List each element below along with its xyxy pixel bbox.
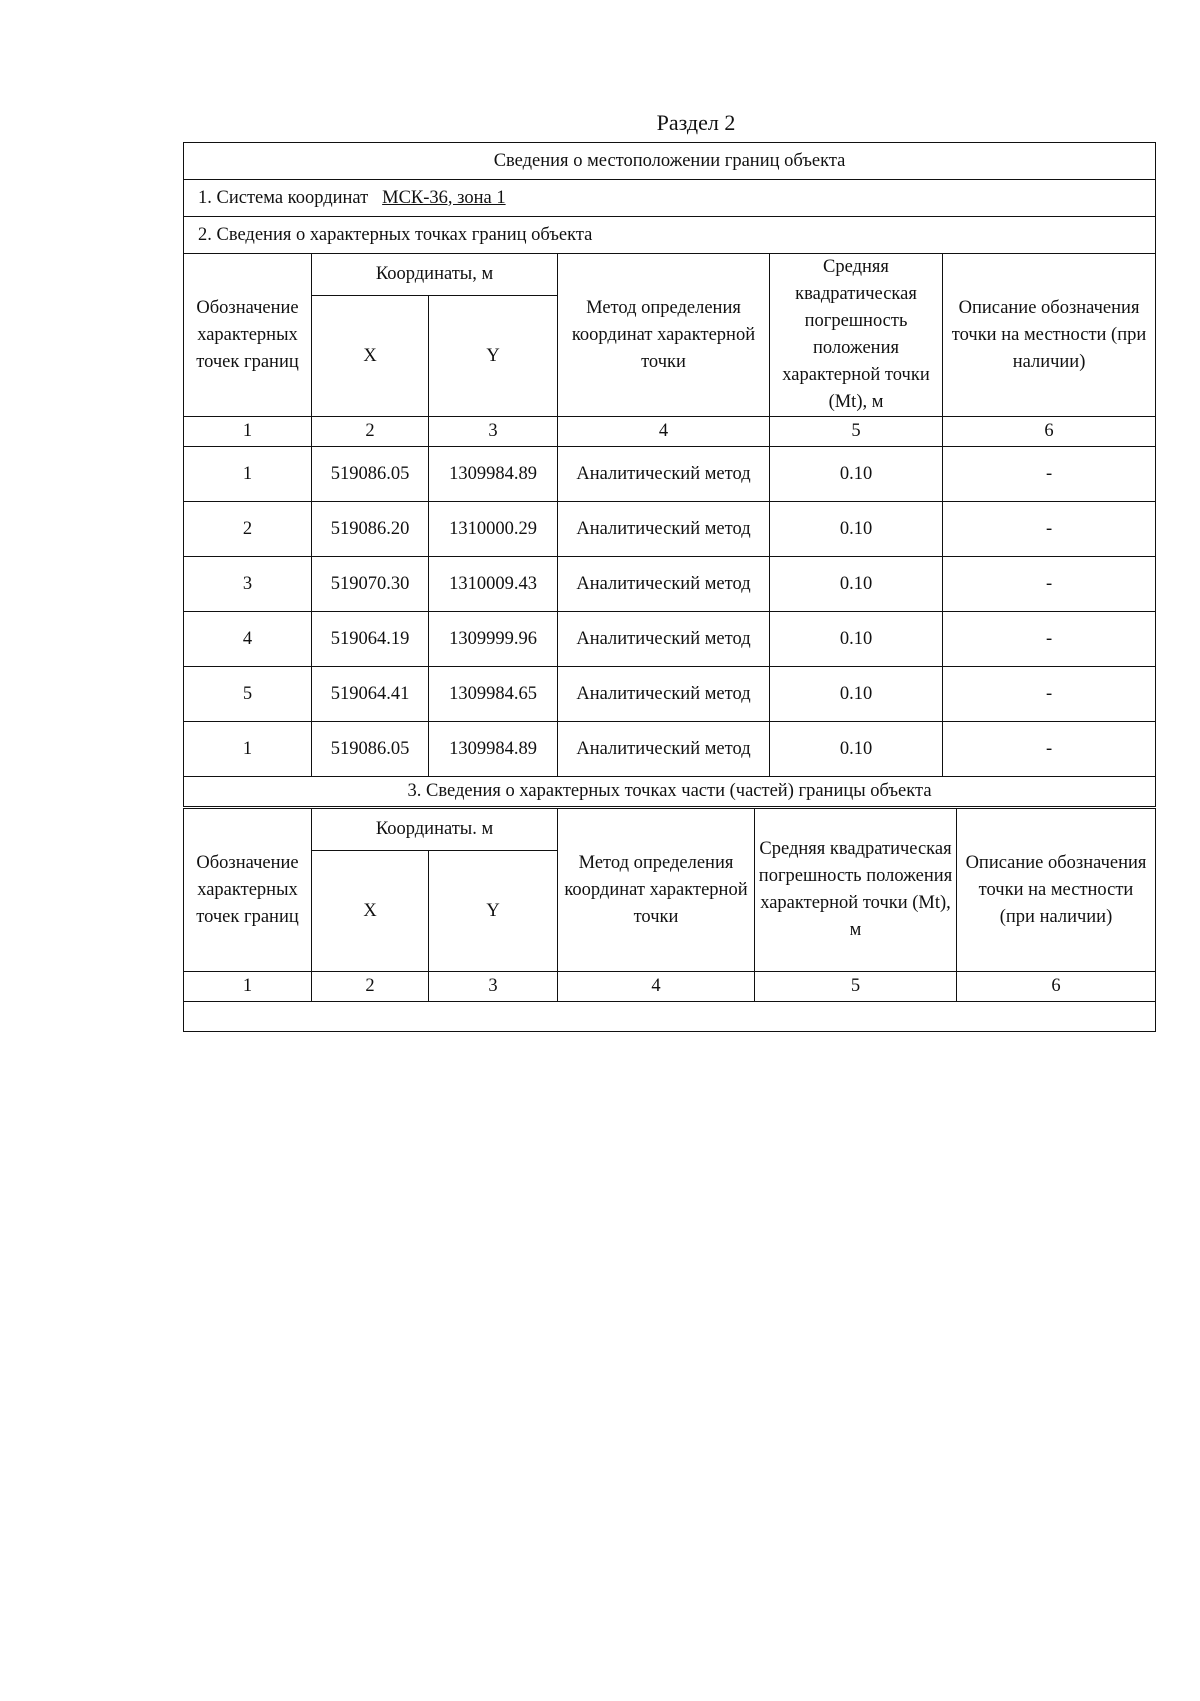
header-coords-label: Координаты, м bbox=[312, 254, 558, 296]
parts-header-error-label: Средняя квадратическая погрешность положения характерной точки (Mt), м bbox=[755, 809, 957, 972]
point-id: 1 bbox=[184, 447, 312, 502]
parts-heading: 3. Сведения о характерных точках части (частей) границы объекта bbox=[184, 777, 1156, 807]
column-number: 1 bbox=[184, 417, 312, 447]
table-title: Сведения о местоположении границ объекта bbox=[184, 143, 1156, 180]
header-y-label: Y bbox=[429, 296, 558, 417]
point-x: 519070.30 bbox=[312, 557, 429, 612]
point-method: Аналитический метод bbox=[558, 447, 770, 502]
point-id: 4 bbox=[184, 612, 312, 667]
parts-heading-row bbox=[184, 777, 1156, 807]
point-y: 1310000.29 bbox=[429, 502, 558, 557]
parts-header-x-label: X bbox=[312, 851, 429, 972]
parts-header-description-label: Описание обозначения точки на местности (при наличии) bbox=[957, 809, 1156, 972]
parts-header-coords-label: Координаты. м bbox=[312, 809, 558, 851]
point-method: Аналитический метод bbox=[558, 502, 770, 557]
section-title: Раздел 2 bbox=[656, 110, 736, 135]
table-title-row bbox=[184, 143, 1156, 180]
header-row-top bbox=[184, 254, 1156, 296]
header-error-label: Средняя квадратическая погрешность положения характерной точки (Mt), м bbox=[770, 254, 943, 417]
column-number: 2 bbox=[312, 972, 429, 1002]
table-row bbox=[184, 447, 1156, 502]
coord-system-label: 1. Система координат bbox=[198, 187, 369, 208]
point-description: - bbox=[943, 722, 1156, 777]
boundary-table bbox=[183, 142, 1156, 807]
column-number: 4 bbox=[558, 972, 755, 1002]
point-error: 0.10 bbox=[770, 447, 943, 502]
point-error: 0.10 bbox=[770, 557, 943, 612]
point-x: 519064.19 bbox=[312, 612, 429, 667]
point-error: 0.10 bbox=[770, 722, 943, 777]
point-x: 519086.20 bbox=[312, 502, 429, 557]
point-description: - bbox=[943, 667, 1156, 722]
point-id: 5 bbox=[184, 667, 312, 722]
column-number: 3 bbox=[429, 972, 558, 1002]
point-x: 519086.05 bbox=[312, 722, 429, 777]
point-y: 1310009.43 bbox=[429, 557, 558, 612]
column-number: 4 bbox=[558, 417, 770, 447]
parts-table bbox=[183, 808, 1156, 1032]
table-row bbox=[184, 612, 1156, 667]
point-y: 1309984.89 bbox=[429, 447, 558, 502]
point-method: Аналитический метод bbox=[558, 557, 770, 612]
column-number: 6 bbox=[943, 417, 1156, 447]
point-y: 1309999.96 bbox=[429, 612, 558, 667]
point-error: 0.10 bbox=[770, 667, 943, 722]
point-description: - bbox=[943, 612, 1156, 667]
parts-empty-row bbox=[184, 1002, 1156, 1032]
table-row bbox=[184, 557, 1156, 612]
coord-system-cell bbox=[184, 180, 1156, 217]
header-x-label: X bbox=[312, 296, 429, 417]
point-description: - bbox=[943, 447, 1156, 502]
points-heading: 2. Сведения о характерных точках границ объекта bbox=[184, 217, 1156, 254]
parts-header-y-label: Y bbox=[429, 851, 558, 972]
column-number: 2 bbox=[312, 417, 429, 447]
parts-header-method-label: Метод определения координат характерной точки bbox=[558, 809, 755, 972]
point-error: 0.10 bbox=[770, 612, 943, 667]
point-description: - bbox=[943, 557, 1156, 612]
point-id: 1 bbox=[184, 722, 312, 777]
point-id: 2 bbox=[184, 502, 312, 557]
points-heading-row bbox=[184, 217, 1156, 254]
point-y: 1309984.65 bbox=[429, 667, 558, 722]
column-number: 1 bbox=[184, 972, 312, 1002]
header-point-label: Обозначение характерных точек границ bbox=[184, 254, 312, 417]
point-description: - bbox=[943, 502, 1156, 557]
header-description-label: Описание обозначения точки на местности (при наличии) bbox=[943, 254, 1156, 417]
point-y: 1309984.89 bbox=[429, 722, 558, 777]
empty-cell bbox=[184, 1002, 1156, 1032]
column-number: 3 bbox=[429, 417, 558, 447]
column-number-row bbox=[184, 417, 1156, 447]
point-x: 519086.05 bbox=[312, 447, 429, 502]
point-id: 3 bbox=[184, 557, 312, 612]
parts-header-row-top bbox=[184, 809, 1156, 851]
point-x: 519064.41 bbox=[312, 667, 429, 722]
header-method-label: Метод определения координат характерной точки bbox=[558, 254, 770, 417]
column-number: 6 bbox=[957, 972, 1156, 1002]
column-number: 5 bbox=[770, 417, 943, 447]
point-error: 0.10 bbox=[770, 502, 943, 557]
column-number: 5 bbox=[755, 972, 957, 1002]
coord-system-row bbox=[184, 180, 1156, 217]
parts-column-number-row bbox=[184, 972, 1156, 1002]
coord-system-value: МСК-36, зона 1 bbox=[382, 187, 506, 208]
parts-header-point-label: Обозначение характерных точек границ bbox=[184, 809, 312, 972]
table-row bbox=[184, 667, 1156, 722]
table-row bbox=[184, 502, 1156, 557]
point-method: Аналитический метод bbox=[558, 722, 770, 777]
table-row bbox=[184, 722, 1156, 777]
point-method: Аналитический метод bbox=[558, 667, 770, 722]
point-method: Аналитический метод bbox=[558, 612, 770, 667]
